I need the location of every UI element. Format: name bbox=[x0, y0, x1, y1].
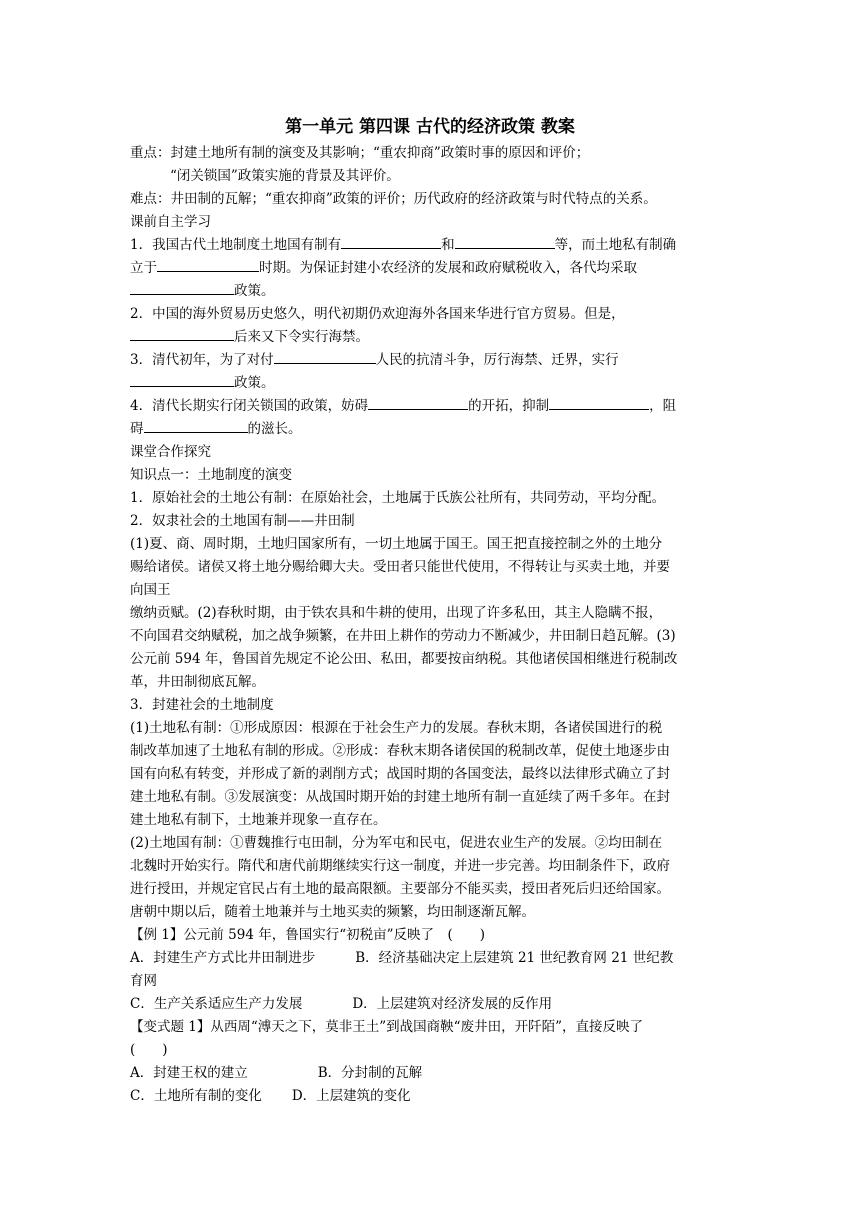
option-b-continued: 育网 bbox=[130, 973, 157, 989]
paragraph-line: (2)土地国有制：①曹魏推行屯田制，分为军屯和民屯，促进农业生产的发展。②均田制在 bbox=[130, 835, 663, 851]
q4-line-2: 碍 的滋长。 bbox=[130, 418, 730, 441]
paragraph-line: 国有向私有转变，并形成了新的剥削方式；战国时期的各国变法，最终以法律形式确立了封 bbox=[130, 766, 670, 782]
paragraph-line: 制改革加速了土地私有制的形成。②形成：春秋末期各诸侯国的税制改革，促使土地逐步由 bbox=[130, 743, 670, 759]
paragraph-feudal-heading: 3．封建社会的土地制度 bbox=[130, 697, 274, 713]
fill-blank[interactable] bbox=[157, 257, 259, 272]
q3-line-2: 政策。 bbox=[130, 372, 730, 395]
variant-1-stem: 【变式题 1】从西周“溥天之下，莫非王土”到战国商鞅“废井田，开阡陌”，直接反映了 bbox=[130, 1019, 643, 1035]
difficulty-line: 难点：井田制的瓦解；“重农抑商”政策的评价；历代政府的经济政策与时代特点的关系。 bbox=[130, 191, 657, 207]
option-b[interactable]: B．经济基础决定上层建筑 21 世纪教育网 21 世纪教 bbox=[355, 950, 674, 966]
fill-blank[interactable] bbox=[368, 395, 468, 410]
paragraph-line: 向国王 bbox=[130, 582, 171, 598]
paragraph-line: (1)夏、商、周时期，土地归国家所有，一切土地属于国王。国王把直接控制之外的土地分 bbox=[130, 536, 663, 552]
option-a[interactable]: A．封建王权的建立 bbox=[130, 1065, 248, 1081]
focus-line-2: “闭关锁国”政策实施的背景及其评价。 bbox=[170, 168, 400, 184]
q2-line-1: 2．中国的海外贸易历史悠久，明代初期仍欢迎海外各国来华进行官方贸易。但是， bbox=[130, 306, 625, 322]
inclass-heading: 课堂合作探究 bbox=[130, 444, 211, 460]
document-page bbox=[130, 112, 730, 1108]
paragraph-line: 公元前 594 年，鲁国首先规定不论公田、私田，都要按亩纳税。其他诸侯国相继进行税制改 bbox=[130, 651, 678, 667]
option-a[interactable]: A．封建生产方式比井田制进步 bbox=[130, 950, 316, 966]
document-title: 第一单元 第四课 古代的经济政策 教案 bbox=[285, 117, 575, 137]
paragraph-line: 进行授田，并规定官民占有土地的最高限额。主要部分不能买卖，授田者死后归还给国家。 bbox=[130, 881, 670, 897]
q1-line-3: 政策。 bbox=[130, 280, 730, 303]
knowledge-point-1-heading: 知识点一：土地制度的演变 bbox=[130, 467, 292, 483]
option-c[interactable]: C．生产关系适应生产力发展 bbox=[130, 996, 303, 1012]
paragraph-line: 建土地私有制下，土地兼并现象一直存在。 bbox=[130, 812, 387, 828]
q4-line-1: 4．清代长期实行闭关锁国的政策，妨碍 的开拓，抑制 ，阻 bbox=[130, 395, 730, 418]
fill-blank[interactable] bbox=[130, 280, 234, 295]
q1-line-2: 立于 时期。为保证封建小农经济的发展和政府赋税收入，各代均采取 bbox=[130, 257, 730, 280]
paragraph-line: 建土地私有制。③发展演变：从战国时期开始的封建土地所有制一直延续了两千多年。在封 bbox=[130, 789, 670, 805]
paragraph-primitive: 1．原始社会的土地公有制：在原始社会，土地属于氏族公社所有，共同劳动，平均分配。 bbox=[130, 490, 666, 506]
paragraph-line: 革，井田制彻底瓦解。 bbox=[130, 674, 265, 690]
fill-blank[interactable] bbox=[130, 372, 234, 387]
paragraph-slave-heading: 2．奴隶社会的土地国有制——井田制 bbox=[130, 513, 355, 529]
paragraph-line: 唐朝中期以后，随着土地兼并与土地买卖的频繁，均田制逐渐瓦解。 bbox=[130, 904, 535, 920]
fill-blank[interactable] bbox=[549, 395, 649, 410]
option-c[interactable]: C．土地所有制的变化 bbox=[130, 1088, 262, 1104]
example-1-options-row-2 bbox=[130, 993, 730, 1016]
fill-blank[interactable] bbox=[341, 234, 441, 249]
option-b[interactable]: B．分封制的瓦解 bbox=[317, 1065, 423, 1081]
paragraph-line: 北魏时开始实行。隋代和唐代前期继续实行这一制度，并进一步完善。均田制条件下，政府 bbox=[130, 858, 670, 874]
focus-line-1: 重点：封建土地所有制的演变及其影响；“重农抑商”政策时事的原因和评价； bbox=[130, 145, 590, 161]
variant-1-options-row-2 bbox=[130, 1085, 730, 1108]
q1-line-1: 1．我国古代土地制度土地国有制有 和 等，而土地私有制确 bbox=[130, 234, 730, 257]
paragraph-line: 不向国君交纳赋税，加之战争频繁，在井田上耕作的劳动力不断减少，井田制日趋瓦解。(3) bbox=[130, 628, 676, 644]
option-d[interactable]: D．上层建筑的变化 bbox=[291, 1088, 411, 1104]
variant-1-stem-continued: ( ) bbox=[130, 1042, 168, 1058]
variant-1-options-row-1 bbox=[130, 1062, 730, 1085]
paragraph-line: 赐给诸侯。诸侯又将土地分赐给卿大夫。受田者只能世代使用，不得转让与买卖土地，并要 bbox=[130, 559, 670, 575]
example-1-stem: 【例 1】公元前 594 年，鲁国实行“初税亩”反映了 ( ) bbox=[130, 927, 486, 943]
paragraph-line: 缴纳贡赋。(2)春秋时期，由于铁农具和牛耕的使用，出现了许多私田，其主人隐瞒不报， bbox=[130, 605, 663, 621]
fill-blank[interactable] bbox=[130, 326, 234, 341]
fill-blank[interactable] bbox=[274, 349, 376, 364]
option-d[interactable]: D．上层建筑对经济发展的反作用 bbox=[352, 996, 553, 1012]
paragraph-line: (1)土地私有制：①形成原因：根源在于社会生产力的发展。春秋末期，各诸侯国进行的税 bbox=[130, 720, 663, 736]
q2-line-2: 后来又下令实行海禁。 bbox=[130, 326, 730, 349]
example-1-options-row-1 bbox=[130, 947, 730, 970]
fill-blank[interactable] bbox=[144, 418, 248, 433]
preclass-heading: 课前自主学习 bbox=[130, 214, 211, 230]
fill-blank[interactable] bbox=[455, 234, 555, 249]
q3-line-1: 3．清代初年，为了对付 人民的抗清斗争，厉行海禁、迁界，实行 bbox=[130, 349, 730, 372]
